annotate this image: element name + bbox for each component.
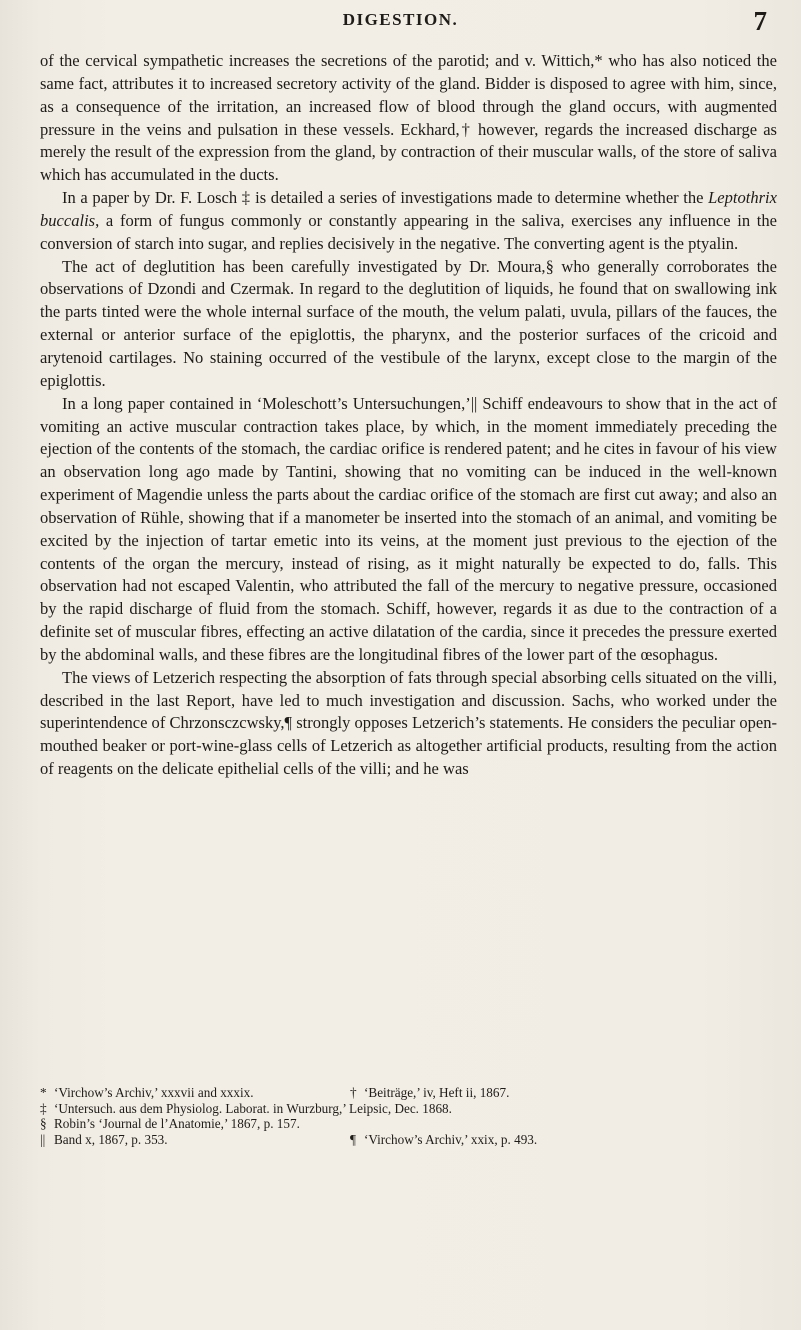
footnote-text: ‘Virchow’s Archiv,’ xxxvii and xxxix. [54,1085,254,1100]
footnote-5 [40,1132,350,1148]
footnote-row-4 [40,1132,777,1148]
footnote-2 [350,1085,509,1101]
footnote-marker: || [40,1131,46,1147]
footnote-text: ‘Untersuch. aus dem Physiolog. Laborat. in Wurzburg,’ Leipsic, Dec. 1868. [54,1100,452,1116]
paragraph-5-text: The views of Letzerich respecting the absorption of fats through special absorbing cells situated on the villi, described in the last Report, have led to much investigation and discussion. Sachs, who worked under the superintendence of Chrzonsczcwsky,¶ strongly opposes Letzerich’s statements. He considers the peculiar open-mouthed beaker or port-wine-glass cells of Letzerich as altogether artificial products, resulting from the action of reagents on the delicate epithelial cells of the villi; and he was [40,667,777,779]
footnote-marker: ‡ [40,1100,47,1116]
footnote-text: ‘Virchow’s Archiv,’ xxix, p. 493. [364,1131,538,1147]
paragraph-2 [40,187,777,256]
paragraph-2-text-end: , a form of fungus commonly or constantly appearing in the saliva, exercises any influence in the conversion of starch into sugar, and replies decisively in the negative. The converting agent is the ptyalin. [40,210,777,253]
footnotes [40,1085,777,1147]
footnote-marker: † [350,1085,357,1100]
footnote-marker: ¶ [350,1131,356,1147]
paragraph-1-text: of the cervical sympathetic increases the secretions of the parotid; and v. Wittich,* who has also noticed the same fact, attributes it to increased secretory activity of the gland. Bidder is disposed to agree with him, since, as a consequence of the irritation, an increased flow of blood through the gland occurs, with augmented pressure in the veins and pulsation in these vessels. Eckhard,† however, regards the increased discharge as merely the result of the expression from the gland, by contraction of their muscular walls, of the store of saliva which has accumulated in the ducts. [40,51,777,185]
footnote-marker: * [40,1085,47,1100]
footnote-6 [350,1132,537,1148]
paragraph-3 [40,256,777,393]
paragraph-4 [40,393,777,667]
species-name: Leptothrix buccalis [40,188,777,230]
footnote-row-1 [40,1085,777,1101]
page-header [0,8,801,38]
footnote-marker: § [40,1116,47,1131]
footnote-text: ‘Beiträge,’ iv, Heft ii, 1867. [364,1085,510,1100]
body-text [40,50,777,781]
footnote-text: Robin’s ‘Journal de l’Anatomie,’ 1867, p. 157. [54,1116,300,1131]
footnote-1 [40,1085,350,1101]
footnote-text: Band x, 1867, p. 353. [54,1131,168,1147]
paragraph-5 [40,667,777,781]
footnote-row-3 [40,1116,777,1132]
footnote-4 [40,1116,300,1132]
footnote-3 [40,1101,452,1117]
paragraph-1 [40,50,777,187]
paragraph-3-text: The act of deglutition has been carefully investigated by Dr. Moura,§ who generally corroborates the observations of Dzondi and Czermak. In regard to the deglutition of liquids, he found that on swallowing ink the parts tinted were the whole internal surface of the mouth, the velum palati, uvula, pillars of the fauces, the external or anterior surface of the epiglottis, the pharynx, and the posterior surfaces of the cricoid and arytenoid cartilages. No staining occurred of the vestibule of the larynx, except close to the margin of the epiglottis. [40,256,777,390]
paragraph-4-text: In a long paper contained in ‘Moleschott’s Untersuchungen,’|| Schiff endeavours to show that in the act of vomiting an active muscular contraction takes place, by which, in the moment immediately preceding the ejection of the contents of the stomach, the cardiac orifice is rendered patent; and he cites in favour of his view an observation long ago made by Tantini, showing that no vomiting can be induced in the well-known experiment of Magendie unless the parts about the cardiac orifice of the stomach are first cut away; and also an observation of Rühle, showing that if a manometer be inserted into the stomach of an animal, and vomiting be excited by the injection of tartar emetic into its veins, at the moment just previous to the ejection of the contents of the organ the mercury, instead of rising, as it might naturally be expected to do, falls. This observation had not escaped Valentin, who attributed the fall of the mercury to negative pressure, occasioned by the rapid discharge of fluid from the stomach. Schiff, however, regards it as due to the contraction of a definite set of muscular fibres, effecting an active dilatation of the cardia, since it precedes the pressure exerted by the abdominal walls, and these fibres are the longitudinal fibres of the lower part of the œsophagus. [40,393,777,664]
running-head: DIGESTION. [342,10,459,29]
paragraph-2-text-start: In a paper by Dr. F. Losch ‡ is detailed a series of investigations made to determine whether the [62,188,709,208]
page-number: 7 [753,6,767,36]
footnote-row-2 [40,1101,777,1117]
